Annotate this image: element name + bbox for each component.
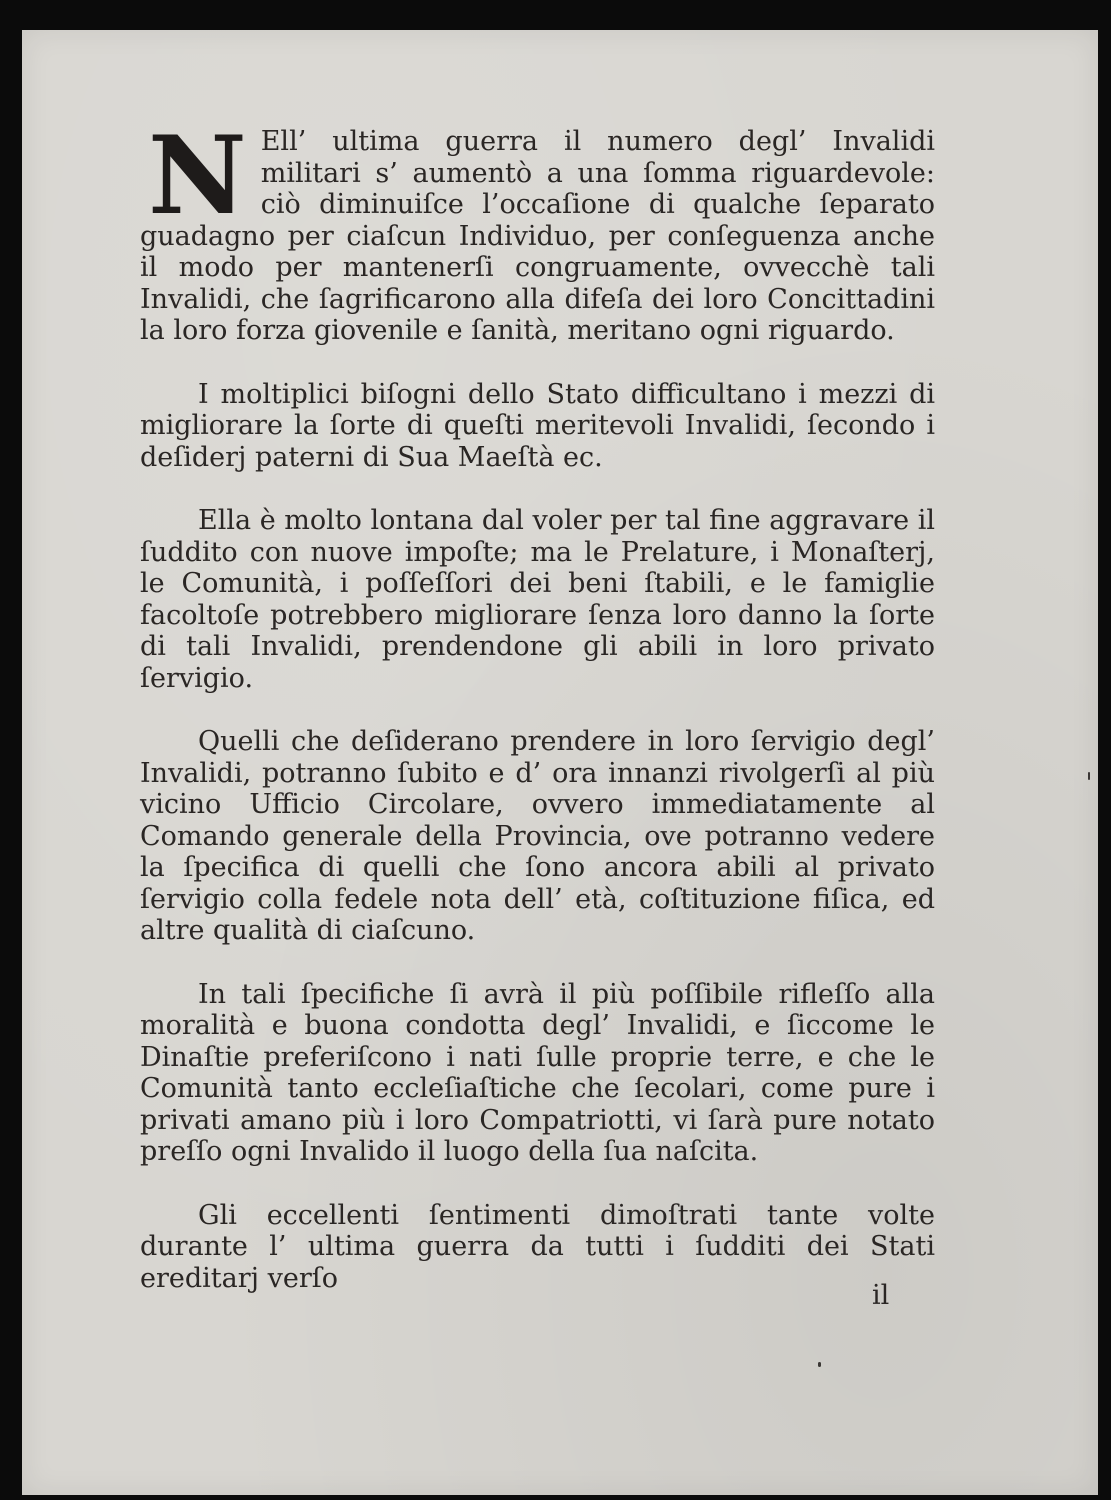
body-text [140,113,935,1326]
ink-speck [1088,772,1090,780]
paragraph-4: Quelli che deſiderano prendere in loro ſervigio degl’ Invalidi, potranno ſubito e d’ ora innanzi rivolgerſi al più vicino Ufficio Circolare, ovvero immediatamente al Comando generale della Provincia, ove potranno vedere la ſpecifica di quelli che ſono ancora abili al privato ſervigio colla fedele nota dell’ età, coſtituzione fiſica, ed altre qualità di ciaſcuno. [140,726,935,946]
paragraph-3: Ella è molto lontana dal voler per tal fine aggravare il ſuddito con nuove impoſte; ma le Prelature, i Monaſterj, le Comunità, i poſſeſſori dei beni ſtabili, e le famiglie facoltoſe potrebbero migliorare ſenza loro danno la ſorte di tali Invalidi, prendendone gli abili in loro privato ſervigio. [140,505,935,694]
drop-cap: N [148,113,247,239]
paragraph-5: In tali ſpecifiche ſi avrà il più poſſibile rifleſſo alla moralità e buona condotta degl’ Invalidi, e ſiccome le Dinaſtie preferiſcono i nati ſulle proprie terre, e che le Comunità tanto eccleſiaſtiche che ſecolari, come pure i privati amano più i loro Compatriotti, vi ſarà pure notato preſſo ogni Invalido il luogo della ſua naſcita. [140,978,935,1167]
catchword: il [872,1280,890,1311]
paper-sheet [22,30,1098,1495]
paragraph-1 [140,113,935,347]
paragraph-6: Gli eccellenti ſentimenti dimoſtrati tante volte durante l’ ultima guerra da tutti i ſudditi dei Stati ereditarj verſo [140,1199,935,1294]
ink-speck [818,1362,821,1367]
paragraph-2: I moltiplici biſogni dello Stato difficultano i mezzi di migliorare la ſorte di queſti meritevoli Invalidi, ſecondo i deſiderj paterni di Sua Maeſtà ec. [140,378,935,473]
paragraph-1-text: Ell’ ultima guerra il numero degl’ Invalidi militari s’ aumentò a una ſomma riguardevole: ciò diminuiſce l’occaſione di qualche ſeparato guadagno per ciaſcun Individuo, per conſeguenza anche il modo per mantenerſi congruamente, ovvecchè tali Invalidi, che ſagrificarono alla difeſa dei loro Concittadini la loro forza giovenile e ſanità, meritano ogni riguardo. [140,126,935,346]
